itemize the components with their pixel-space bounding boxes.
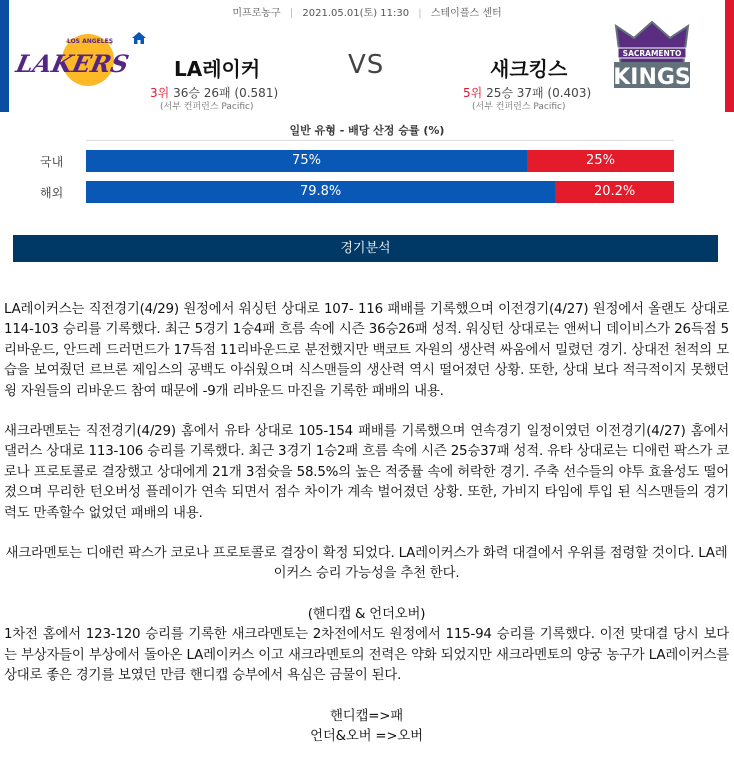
away-record-value: 25승 37패 (0.403) xyxy=(486,86,592,100)
handicap-paragraph: 1차전 홈에서 123-120 승리를 기록한 새크라멘토는 2차전에서도 원정에서 115-94 승리를 기록했다. 이전 맞대결 당시 보다는 부상자들이 부상에서 돌아온 LA레이커스 이고 새크라멘토의 전력은 약화 되었지만 새크라멘토의 양궁 농구가 LA레이커스를 상대로 좋은 경기를 보였던 만큼 핸디캡 승부에서 욕심은 금물이 된다. xyxy=(4,627,729,684)
divider xyxy=(86,140,674,141)
split-row-domestic xyxy=(40,150,674,172)
kings-logo xyxy=(612,20,692,106)
home-split-bar: 79.8% xyxy=(86,181,555,203)
match-venue: 스테이플스 센터 xyxy=(430,8,502,19)
prediction-paragraph: 새크라멘토는 디애런 팍스가 코로나 프로토콜로 결장이 확정 되었다. LA레이커스가 화력 대결에서 우위를 점령할 것이다. LA레이커스 승리 가능성을 추천 한다. xyxy=(5,546,728,582)
split-bar xyxy=(86,150,674,172)
meta-separator: | xyxy=(289,8,294,19)
analysis-banner: 경기분석 xyxy=(13,235,718,262)
home-split-bar: 75% xyxy=(86,150,527,172)
lakers-logo-text: LAKERS xyxy=(13,49,132,78)
versus-label: VS xyxy=(348,50,385,80)
away-split-bar: 20.2% xyxy=(555,181,674,203)
away-conference: (서부 컨퍼런스 Pacific) xyxy=(472,102,566,112)
away-split-bar: 25% xyxy=(527,150,674,172)
away-team-name: 새크킹스 xyxy=(490,57,568,81)
lakers-logo xyxy=(13,28,132,98)
home-analysis-paragraph: LA레이커스는 직전경기(4/29) 원정에서 워싱턴 상대로 107- 116 패배를 기록했으며 이전경기(4/27) 원정에서 올랜도 상대로 114-103 승리를 기록했다. 최근 5경기 1승4패 흐름 속에 시즌 36승26패 성적. 워싱턴 상대로는 앤써니 데이비스가 26득점 5리바운드, 안드레 드러먼드가 17득점 11리바운드로 분전했지만 백코트 자원의 생산력 싸움에서 밀렸던 경기. 상대전 천적의 모습을 보여줬던 르브론 제임스의 공백도 아쉬웠으며 식스맨들의 생산력 역시 떨어졌던 상황. 또한, 상대 보다 적극적이지 못했던 윙 자원들의 리바운드 참여 때문에 -9개 리바운드 마진을 기록한 패배의 내용. xyxy=(4,302,729,399)
home-rank: 3위 xyxy=(150,86,170,100)
home-conference: (서부 컨퍼런스 Pacific) xyxy=(160,102,254,112)
home-team-name: LA레이커 xyxy=(174,57,261,81)
split-row-overseas xyxy=(40,181,674,203)
away-analysis-paragraph: 새크라멘토는 직전경기(4/29) 홈에서 유타 상대로 105-154 패배를 기록했으며 연속경기 일정이였던 이전경기(4/27) 홈에서 댈러스 상대로 113-106 승리를 기록했다. 최근 3경기 1승2패 흐름 속에 시즌 25승37패 성적. 유타 상대로는 디애런 팍스가 코로나 프로토콜로 결장했고 상대에게 21개 3점슛을 58.5%의 높은 적중률 속에 허락한 경기. 주축 선수들의 야투 효율성도 떨어졌으며 무리한 턴오버성 플레이가 연속 되면서 점수 차이가 계속 벌어졌던 상황. 또한, 가비지 타임에 투입 된 식스맨들의 경기력도 만족할수 없었던 패배의 내용. xyxy=(4,424,729,521)
split-bar xyxy=(86,181,674,203)
kings-logo-subtext: SACRAMENTO xyxy=(622,49,682,58)
over-under-pick: 언더&오버 =>오버 xyxy=(310,728,423,744)
away-rank: 5위 xyxy=(463,86,483,100)
meta-separator: | xyxy=(418,8,422,19)
league-name: 미프로농구 xyxy=(232,8,281,19)
odds-split-title: 일반 유형 - 배당 산정 승률 (%) xyxy=(289,124,445,137)
kings-logo-text: KINGS xyxy=(613,65,691,90)
split-row-label: 국내 xyxy=(40,155,64,169)
home-record-value: 36승 26패 (0.581) xyxy=(173,86,279,100)
split-row-label: 해외 xyxy=(40,186,64,200)
lakers-logo-subtext: LOS ANGELES xyxy=(66,38,114,45)
match-meta xyxy=(0,4,734,19)
match-datetime: 2021.05.01(토) 11:30 xyxy=(302,8,410,19)
handicap-pick: 핸디캡=>패 xyxy=(330,708,403,724)
home-icon[interactable] xyxy=(131,30,147,46)
analysis-article xyxy=(4,300,729,747)
handicap-section-title: (핸디캡 & 언더오버) xyxy=(307,606,426,622)
